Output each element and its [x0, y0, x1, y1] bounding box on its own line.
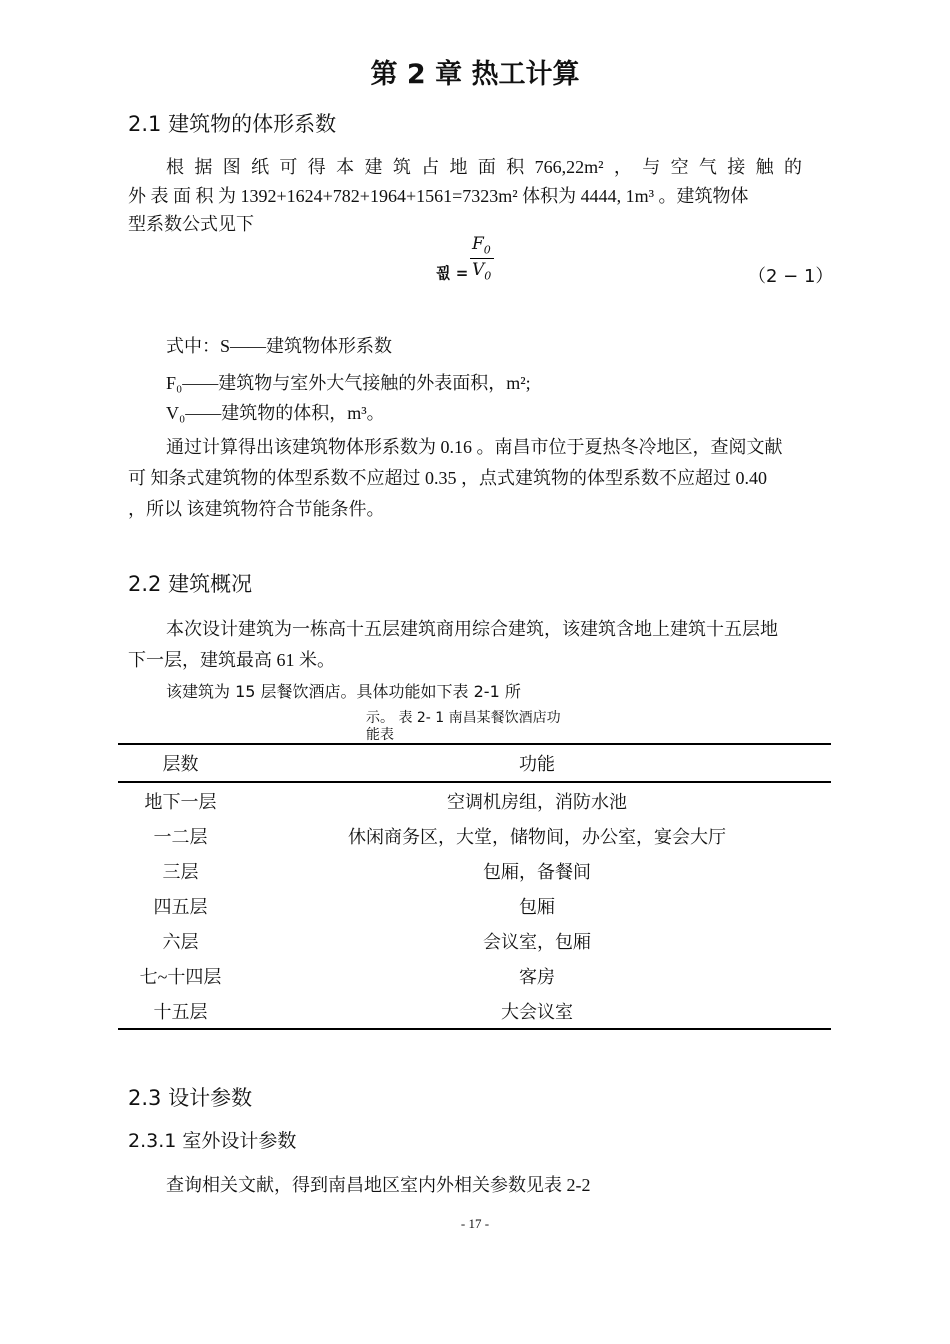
header-function: 功能 [519, 754, 555, 774]
paragraph-line: ，所以 该建筑物符合节能条件。 [128, 499, 385, 519]
table-row [118, 888, 831, 923]
section-heading-2-1: 2.1 建筑物的体形系数 [128, 112, 337, 136]
function-cell: 空调机房组，消防水池 [447, 791, 627, 812]
paragraph-line: 根据图纸可得本建筑占地面积766,22m²，与空气接触的 [166, 157, 802, 177]
floor-cell: 三层 [162, 861, 199, 882]
table-row [118, 782, 831, 818]
fraction-bar [470, 258, 494, 259]
floor-cell: 四五层 [153, 896, 208, 917]
function-cell: 包厢 [519, 896, 555, 917]
definition-line: V₀——建筑物的体积，m³。 [166, 403, 385, 423]
section-heading-2-2: 2.2 建筑概况 [128, 572, 253, 596]
definition-line: F₀——建筑物与室外大气接触的外表面积，m²; [166, 373, 531, 393]
paragraph-line: 可 知条式建筑物的体型系数不应超过 0.35 ，点式建筑物的体型系数不应超过 0.40 [128, 468, 767, 488]
chapter-title: 第 2 章 热工计算 [370, 59, 580, 90]
formula-label: （2 − 1） [748, 266, 834, 287]
paragraph-line: 型系数公式见下 [128, 214, 254, 234]
page-number: - 17 - [460, 1216, 490, 1231]
definition-line: 式中：S——建筑物体形系数 [166, 336, 393, 356]
formula-denominator: $V_0$ [472, 260, 492, 283]
header-floor: 层数 [162, 754, 199, 774]
paragraph-line: 通过计算得出该建筑物体形系数为 0.16 。南昌市位于夏热冬冷地区，查阅文献 [166, 437, 783, 457]
formula-lhs: 꾒 = [436, 264, 469, 282]
floor-cell: 一二层 [153, 826, 208, 847]
table-row [118, 958, 831, 993]
function-cell: 大会议室 [501, 1001, 573, 1022]
section-heading-2-3: 2.3 设计参数 [128, 1086, 253, 1110]
table-row [118, 853, 831, 888]
table-caption: 示。 表 2- 1 南昌某餐饮酒店功 [366, 710, 561, 726]
table-caption: 能表 [366, 727, 394, 743]
function-cell: 客房 [519, 966, 555, 987]
function-table [118, 743, 831, 1030]
paragraph-line: 下一层，建筑最高 61 米。 [128, 650, 335, 670]
formula-numerator: $F_0$ [472, 234, 491, 257]
subsection-heading-2-3-1: 2.3.1 室外设计参数 [128, 1130, 297, 1152]
paragraph-line: 查询相关文献，得到南昌地区室内外相关参数见表 2-2 [166, 1175, 591, 1195]
paragraph-line: 该建筑为 15 层餐饮酒店。具体功能如下表 2-1 所 [166, 682, 521, 701]
floor-cell: 地下一层 [144, 791, 217, 812]
floor-cell: 十五层 [153, 1001, 208, 1022]
paragraph-line: 本次设计建筑为一栋高十五层建筑商用综合建筑，该建筑含地上建筑十五层地 [166, 619, 778, 639]
table-row [118, 923, 831, 958]
table-row [118, 818, 831, 853]
table-header-row [118, 744, 831, 782]
function-cell: 休闲商务区，大堂，储物间，办公室，宴会大厅 [348, 826, 726, 847]
function-cell: 会议室，包厢 [483, 931, 591, 952]
paragraph-line: 外 表 面 积 为 1392+1624+782+1964+1561=7323m² 体积为 4444, 1m³ 。建筑物体 [128, 186, 749, 206]
function-cell: 包厢，备餐间 [483, 861, 591, 882]
table-row [118, 993, 831, 1029]
floor-cell: 六层 [162, 931, 199, 952]
floor-cell: 七~十四层 [139, 966, 222, 987]
